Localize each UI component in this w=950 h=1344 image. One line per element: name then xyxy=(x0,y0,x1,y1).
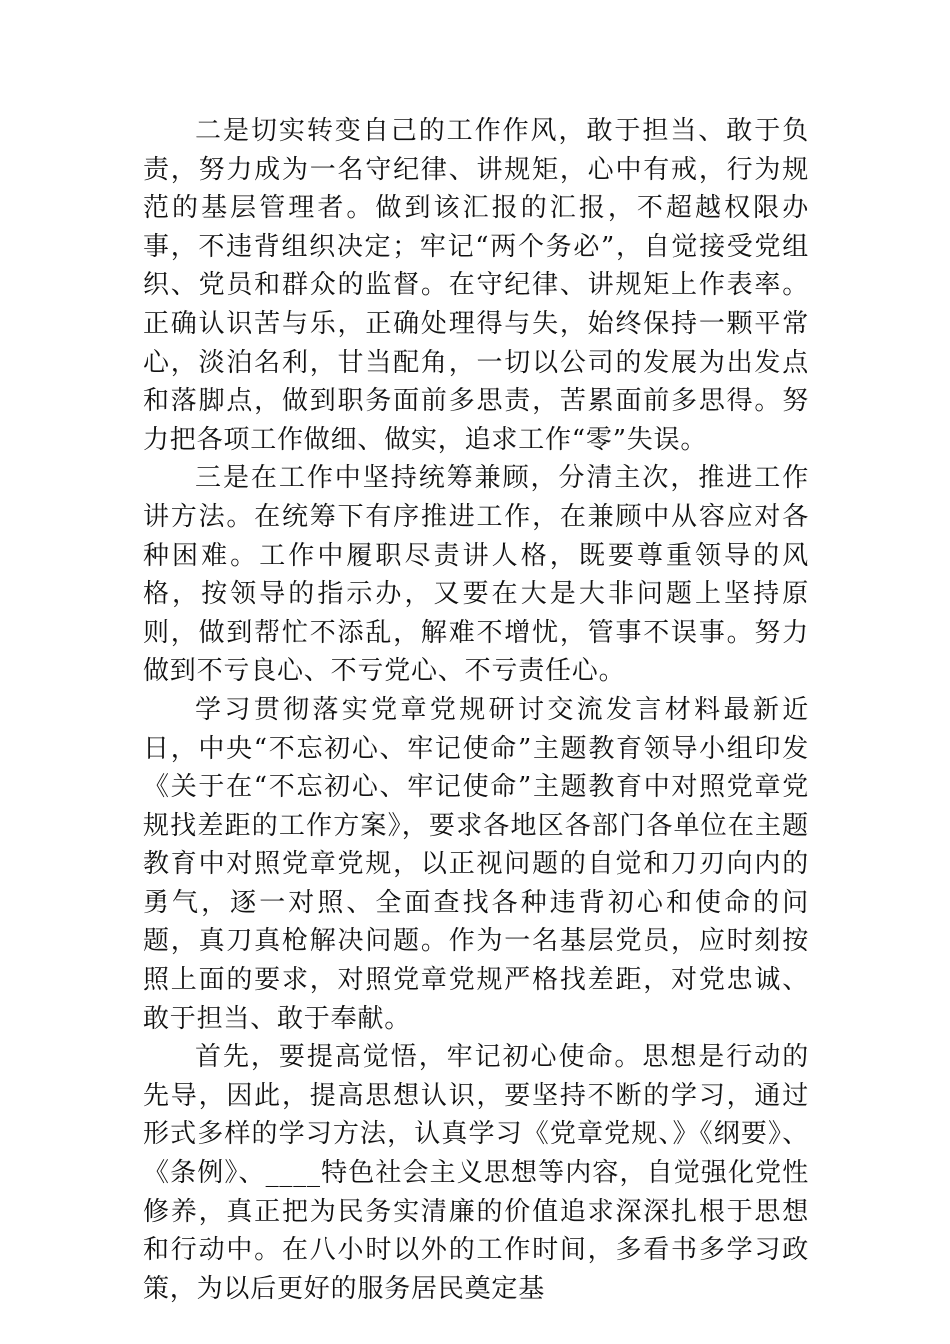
document-page xyxy=(143,112,809,1308)
paragraph-work-style: 二是切实转变自己的工作作风，敢于担当、敢于负责，努力成为一名守纪律、讲规矩，心中有戒，行为规范的基层管理者。做到该汇报的汇报，不超越权限办事，不违背组织决定；牢记“两个务必”，自觉接受党组织、党员和群众的监督。在守纪律、讲规矩上作表率。正确认识苦与乐，正确处理得与失，始终保持一颗平常心，淡泊名利，甘当配角，一切以公司的发展为出发点和落脚点，做到职务面前多思责，苦累面前多思得。努力把各项工作做细、做实，追求工作“零”失误。 xyxy=(143,116,809,455)
paragraph-overall-planning: 三是在工作中坚持统筹兼顾，分清主次，推进工作讲方法。在统筹下有序推进工作，在兼顾中从容应对各种困难。工作中履职尽责讲人格，既要尊重领导的风格，按领导的指示办，又要在大是大非问题上坚持原则，做到帮忙不添乱，解难不增忧，管事不误事。努力做到不亏良心、不亏党心、不亏责任心。 xyxy=(143,463,809,687)
paragraph-party-rules-study: 学习贯彻落实党章党规研讨交流发言材料最新近日，中央“不忘初心、牢记使命”主题教育领导小组印发《关于在“不忘初心、牢记使命”主题教育中对照党章党规找差距的工作方案》，要求各地区各部门各单位在主题教育中对照党章党规，以正视问题的自觉和刀刃向内的勇气，逐一对照、全面查找各种违背初心和使命的问题，真刀真枪解决问题。作为一名基层党员，应时刻按照上面的要求，对照党章党规严格找差距，对党忠诚、敢于担当、敢于奉献。 xyxy=(143,694,809,1034)
paragraph-raise-awareness: 首先，要提高觉悟，牢记初心使命。思想是行动的先导，因此，提高思想认识，要坚持不断的学习，通过形式多样的学习方法，认真学习《党章党规、》《纲要》、《条例》、____特色社会主义思想等内容，自觉强化党性修养，真正把为民务实清廉的价值追求深深扎根于思想和行动中。在八小时以外的工作时间，多看书多学习政策，为以后更好的服务居民奠定基 xyxy=(143,1042,809,1304)
